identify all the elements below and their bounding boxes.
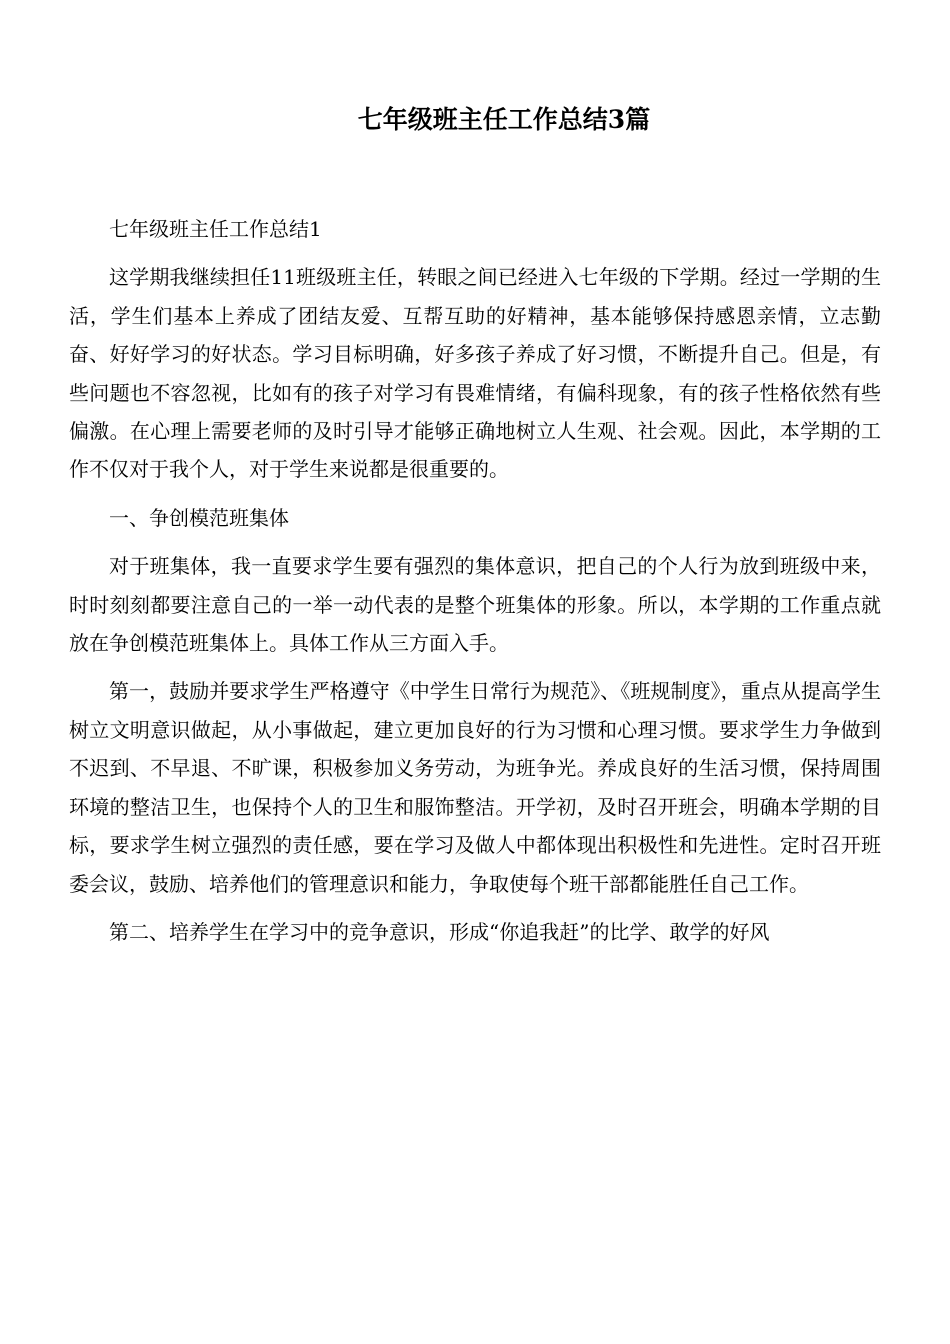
section-subtitle: 七年级班主任工作总结1 [109,217,322,241]
paragraph-intro: 这学期我继续担任11班级班主任，转眼之间已经进入七年级的下学期。经过一学期的生活，学生们基本上养成了团结友爱、互帮互助的好精神，基本能够保持感恩亲情，立志勤奋、好好学习的好状态。学习目标明确，好多孩子养成了好习惯，不断提升自己。但是，有些问题也不容忽视，比如有的孩子对学习有畏难情绪，有偏科现象，有的孩子性格依然有些偏激。在心理上需要老师的及时引导才能够正确地树立人生观、社会观。因此，本学期的工作不仅对于我个人，对于学生来说都是很重要的。 [69,265,881,482]
document-body [69,210,881,951]
document-title: 七年级班主任工作总结3篇 [357,105,651,134]
section-heading: 一、争创模范班集体 [109,505,289,530]
paragraph-collective: 对于班集体，我一直要求学生要有强烈的集体意识，把自己的个人行为放到班级中来，时时刻刻都要注意自己的一举一动代表的是整个班集体的形象。所以，本学期的工作重点就放在争创模范班集体上。具体工作从三方面入手。 [69,554,881,656]
paragraph-first-point: 第一，鼓励并要求学生严格遵守《中学生日常行为规范》、《班规制度》，重点从提高学生树立文明意识做起，从小事做起，建立更加良好的行为习惯和心理习惯。要求学生力争做到不迟到、不早退、不旷课，积极参加义务劳动，为班争光。养成良好的生活习惯，保持周围环境的整洁卫生，也保持个人的卫生和服饰整洁。开学初，及时召开班会，明确本学期的目标，要求学生树立强烈的责任感，要在学习及做人中都体现出积极性和先进性。定时召开班委会议，鼓励、培养他们的管理意识和能力，争取使每个班干部都能胜任自己工作。 [69,679,881,896]
paragraph-second-point: 第二、培养学生在学习中的竞争意识，形成“你追我赶”的比学、敢学的好风 [109,919,770,944]
